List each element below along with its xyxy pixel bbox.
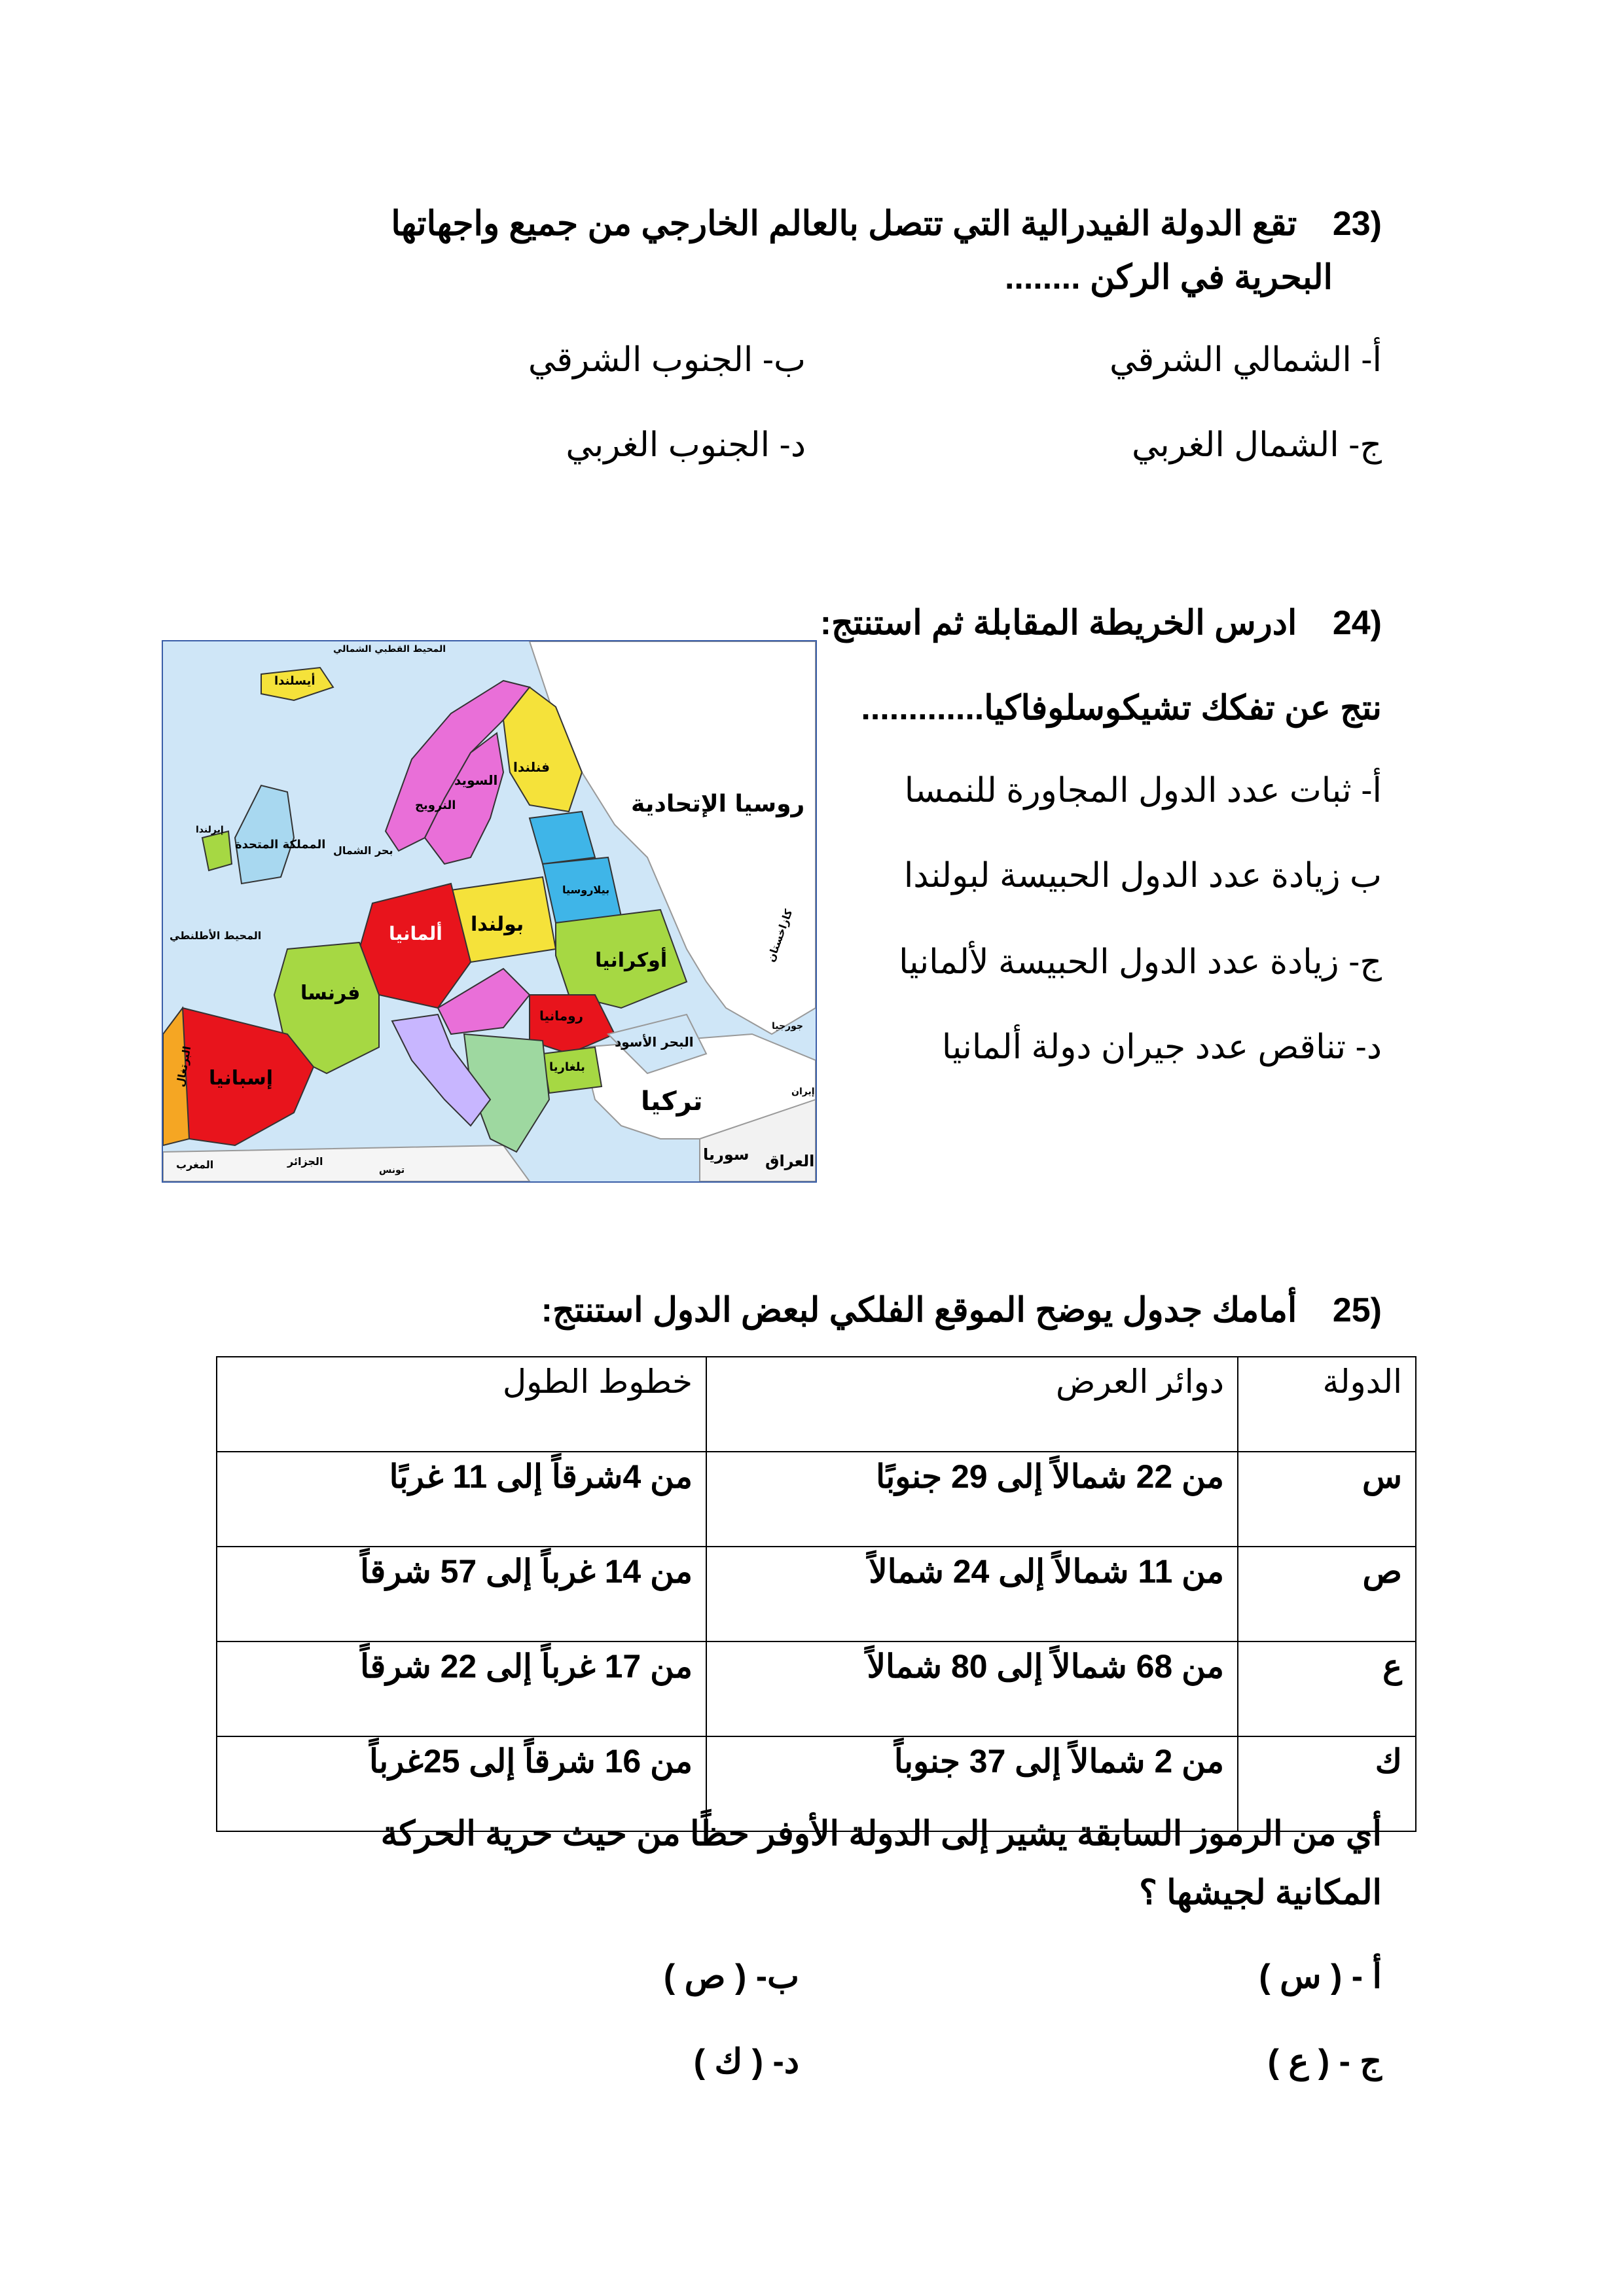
table-cell-longitude: من 17 غرباً إلى 22 شرقاً — [217, 1641, 706, 1736]
map-label-norway: النرويج — [415, 798, 456, 812]
map-label-uk: المملكة المتحدة — [235, 838, 326, 852]
q25-question-line2: المكانية لجيشها ؟ — [1139, 1874, 1382, 1912]
map-label-romania: رومانيا — [539, 1008, 584, 1024]
q23-text-line1: تقع الدولة الفيدرالية التي تتصل بالعالم الخارجي من جميع واجهاتها — [391, 205, 1297, 243]
table-cell-latitude: من 2 شمالاً إلى 37 جنوباً — [706, 1736, 1238, 1831]
q24-text-line1: ادرس الخريطة المقابلة ثم استنتج: — [820, 604, 1297, 642]
table-header-country: الدولة — [1238, 1357, 1416, 1452]
europe-map-svg — [163, 641, 816, 1181]
map-label-finland: فنلندا — [513, 759, 550, 775]
q24-number: 24) — [1332, 604, 1382, 642]
q24-option-a[interactable]: أ- ثبات عدد الدول المجاورة للنمسا — [904, 772, 1382, 810]
table-cell-latitude: من 11 شمالاً إلى 24 شمالاً — [706, 1547, 1238, 1641]
table-cell-longitude: من 4شرقاً إلى 11 غربًا — [217, 1452, 706, 1547]
q25-option-a[interactable]: أ - ( س ) — [1259, 1958, 1382, 1996]
map-label-arctic: المحيط القطبي الشمالي — [333, 644, 446, 655]
latitude-longitude-table — [216, 1356, 1416, 1832]
q25-text-line1: أمامك جدول يوضح الموقع الفلكي لبعض الدول استنتج: — [541, 1291, 1297, 1329]
map-label-georgia: جورجيا — [772, 1021, 803, 1031]
map-label-poland: بولندا — [471, 913, 524, 936]
q23-option-c[interactable]: ج- الشمال الغربي — [1131, 426, 1382, 464]
map-label-iceland: أيسلندا — [274, 674, 316, 688]
map-label-iran: إيران — [791, 1086, 815, 1097]
map-label-bulgaria: بلغاريا — [549, 1060, 585, 1074]
q25-number: 25) — [1332, 1291, 1382, 1329]
q23-option-d[interactable]: د- الجنوب الغربي — [566, 426, 806, 464]
map-label-black-sea: البحر الأسود — [615, 1034, 694, 1050]
table-row — [217, 1547, 1416, 1641]
table-header-row — [217, 1357, 1416, 1452]
q23-option-a[interactable]: أ- الشمالي الشرقي — [1110, 341, 1382, 379]
map-label-syria: سوريا — [703, 1145, 749, 1164]
table-cell-longitude: من 16 شرقاً إلى 25غرباً — [217, 1736, 706, 1831]
table-cell-symbol: ع — [1238, 1641, 1416, 1736]
table-cell-latitude: من 68 شمالاً إلى 80 شمالاً — [706, 1641, 1238, 1736]
map-label-ireland: إيرلندا — [196, 825, 224, 835]
map-label-algeria: الجزائر — [287, 1155, 323, 1168]
q24-line1 — [820, 596, 1382, 651]
map-label-iraq: العراق — [765, 1152, 815, 1170]
map-label-sweden: السويد — [454, 772, 498, 788]
q24-option-c[interactable]: ج- زيادة عدد الدول الحبيسة لألمانيا — [899, 943, 1382, 981]
table-header-longitude: خطوط الطول — [217, 1357, 706, 1452]
q25-question-line1: أي من الرموز السابقة يشير إلى الدولة الأوفر حظًا من حيث حرية الحركة — [380, 1815, 1382, 1853]
table-row — [217, 1641, 1416, 1736]
north-africa-shape — [163, 1145, 530, 1181]
q25-option-d[interactable]: د- ( ك ) — [693, 2043, 799, 2081]
q23-number: 23) — [1332, 205, 1382, 243]
q23-line1 — [391, 196, 1382, 251]
q24-option-b[interactable]: ب زيادة عدد الدول الحبيسة لبولندا — [903, 857, 1382, 895]
table-cell-symbol: ص — [1238, 1547, 1416, 1641]
table-cell-symbol: س — [1238, 1452, 1416, 1547]
map-label-kazakhstan: كازاخستان — [764, 907, 795, 964]
q23-option-b[interactable]: ب- الجنوب الشرقي — [528, 341, 806, 379]
map-label-germany: ألمانيا — [389, 923, 442, 944]
table-header-latitude: دوائر العرض — [706, 1357, 1238, 1452]
map-label-north-sea: بحر الشمال — [333, 844, 393, 857]
q25-option-c[interactable]: ج - ( ع ) — [1267, 2043, 1382, 2081]
q24-text-line2: نتج عن تفكك تشيكوسلوفاكيا............. — [861, 689, 1382, 727]
table-row — [217, 1452, 1416, 1547]
table-cell-latitude: من 22 شمالاً إلى 29 جنوبًا — [706, 1452, 1238, 1547]
map-label-atlantic: المحيط الأطلنطي — [170, 929, 262, 942]
map-label-turkey: تركيا — [641, 1086, 703, 1117]
table-cell-symbol: ك — [1238, 1736, 1416, 1831]
q23-text-line2: البحرية في الركن ........ — [1004, 259, 1333, 296]
q25-option-b[interactable]: ب- ( ص ) — [663, 1958, 799, 1996]
map-label-tunisia: تونس — [379, 1165, 405, 1175]
map-label-france: فرنسا — [300, 982, 361, 1005]
europe-map — [162, 640, 817, 1183]
map-label-belarus: بيلاروسيا — [562, 884, 610, 896]
map-label-portugal: البرتغال — [173, 1045, 194, 1088]
map-label-russia: روسيا الإتحادية — [631, 791, 805, 817]
map-label-spain: إسبانيا — [209, 1067, 274, 1090]
q25-line1 — [541, 1283, 1382, 1338]
map-label-ukraine: أوكرانيا — [595, 949, 668, 972]
q24-option-d[interactable]: د- تناقص عدد جيران دولة ألمانيا — [941, 1028, 1382, 1066]
map-label-morocco: المغرب — [176, 1158, 214, 1171]
table-cell-longitude: من 14 غرباً إلى 57 شرقاً — [217, 1547, 706, 1641]
